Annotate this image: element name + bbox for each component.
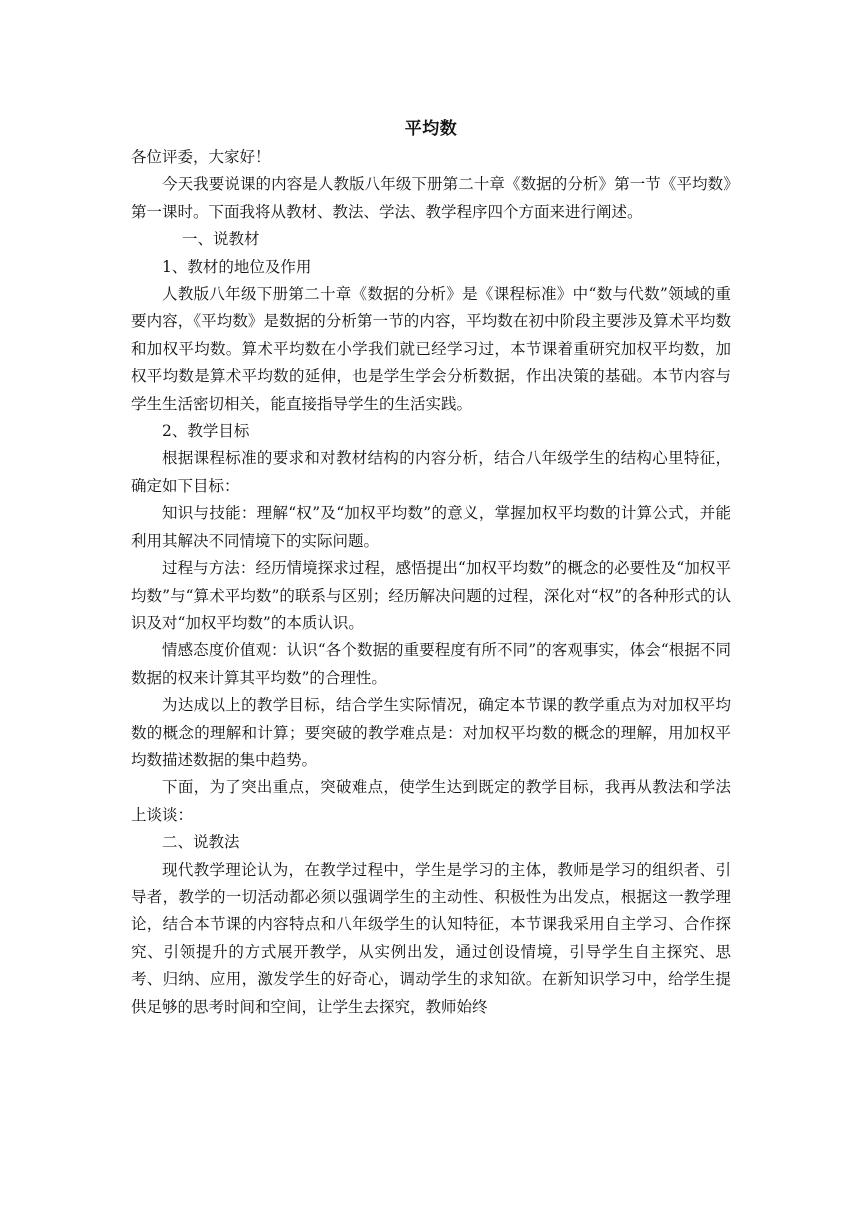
paragraph: 各位评委，大家好！ <box>131 148 271 166</box>
paragraph: 二、说教法 <box>162 833 240 852</box>
paragraph: 今天我要说课的内容是人教版八年级下册第二十章《数据的分析》第一节《平均数》第一课时。下面我将从教材、教法、学法、教学程序四个方面来进行阐述。 <box>131 175 731 221</box>
paragraph: 过程与方法：经历情境探求过程，感悟提出“加权平均数”的概念的必要性及“加权平均数”与“算术平均数”的联系与区别；经历解决问题的过程，深化对“权”的各种形式的认识及对“加权平均数”的本质认识。 <box>131 559 731 632</box>
document-body <box>131 116 731 1021</box>
paragraph: 2、教学目标 <box>162 422 250 441</box>
paragraph: 知识与技能：理解“权”及“加权平均数”的意义，掌握加权平均数的计算公式，并能利用其解决不同情境下的实际问题。 <box>131 504 731 550</box>
paragraph: 一、说教材 <box>182 230 260 249</box>
paragraph: 1、教材的地位及作用 <box>162 257 312 276</box>
paragraph: 人教版八年级下册第二十章《数据的分析》是《课程标准》中“数与代数”领域的重要内容，《平均数》是数据的分析第一节的内容，平均数在初中阶段主要涉及算术平均数和加权平均数。算术平均数在小学我们就已经学习过，本节课着重研究加权平均数，加权平均数是算术平均数的延伸，也是学生学会分析数据，作出决策的基础。本节内容与学生生活密切相关，能直接指导学生的生活实践。 <box>131 285 731 413</box>
paragraph: 下面，为了突出重点，突破难点，使学生达到既定的教学目标，我再从教法和学法上谈谈： <box>131 778 731 824</box>
paragraph: 情感态度价值观：认识“各个数据的重要程度有所不同”的客观事实，体会“根据不同数据的权来计算其平均数”的合理性。 <box>131 641 731 687</box>
paragraph: 为达成以上的教学目标，结合学生实际情况，确定本节课的教学重点为对加权平均数的概念的理解和计算；要突破的教学难点是：对加权平均数的概念的理解，用加权平均数描述数据的集中趋势。 <box>131 696 731 769</box>
document-title: 平均数 <box>404 119 458 139</box>
paragraph: 现代教学理论认为，在教学过程中，学生是学习的主体，教师是学习的组织者、引导者，教学的一切活动都必须以强调学生的主动性、积极性为出发点，根据这一教学理论，结合本节课的内容特点和八年级学生的认知特征，本节课我采用自主学习、合作探究、引领提升的方式展开教学，从实例出发，通过创设情境，引导学生自主探究、思考、归纳、应用，激发学生的好奇心，调动学生的求知欲。在新知识学习中，给学生提供足够的思考时间和空间，让学生去探究，教师始终 <box>131 860 731 1016</box>
paragraph: 根据课程标准的要求和对教材结构的内容分析，结合八年级学生的结构心里特征，确定如下目标： <box>131 449 731 495</box>
paragraph-list <box>131 144 731 1021</box>
